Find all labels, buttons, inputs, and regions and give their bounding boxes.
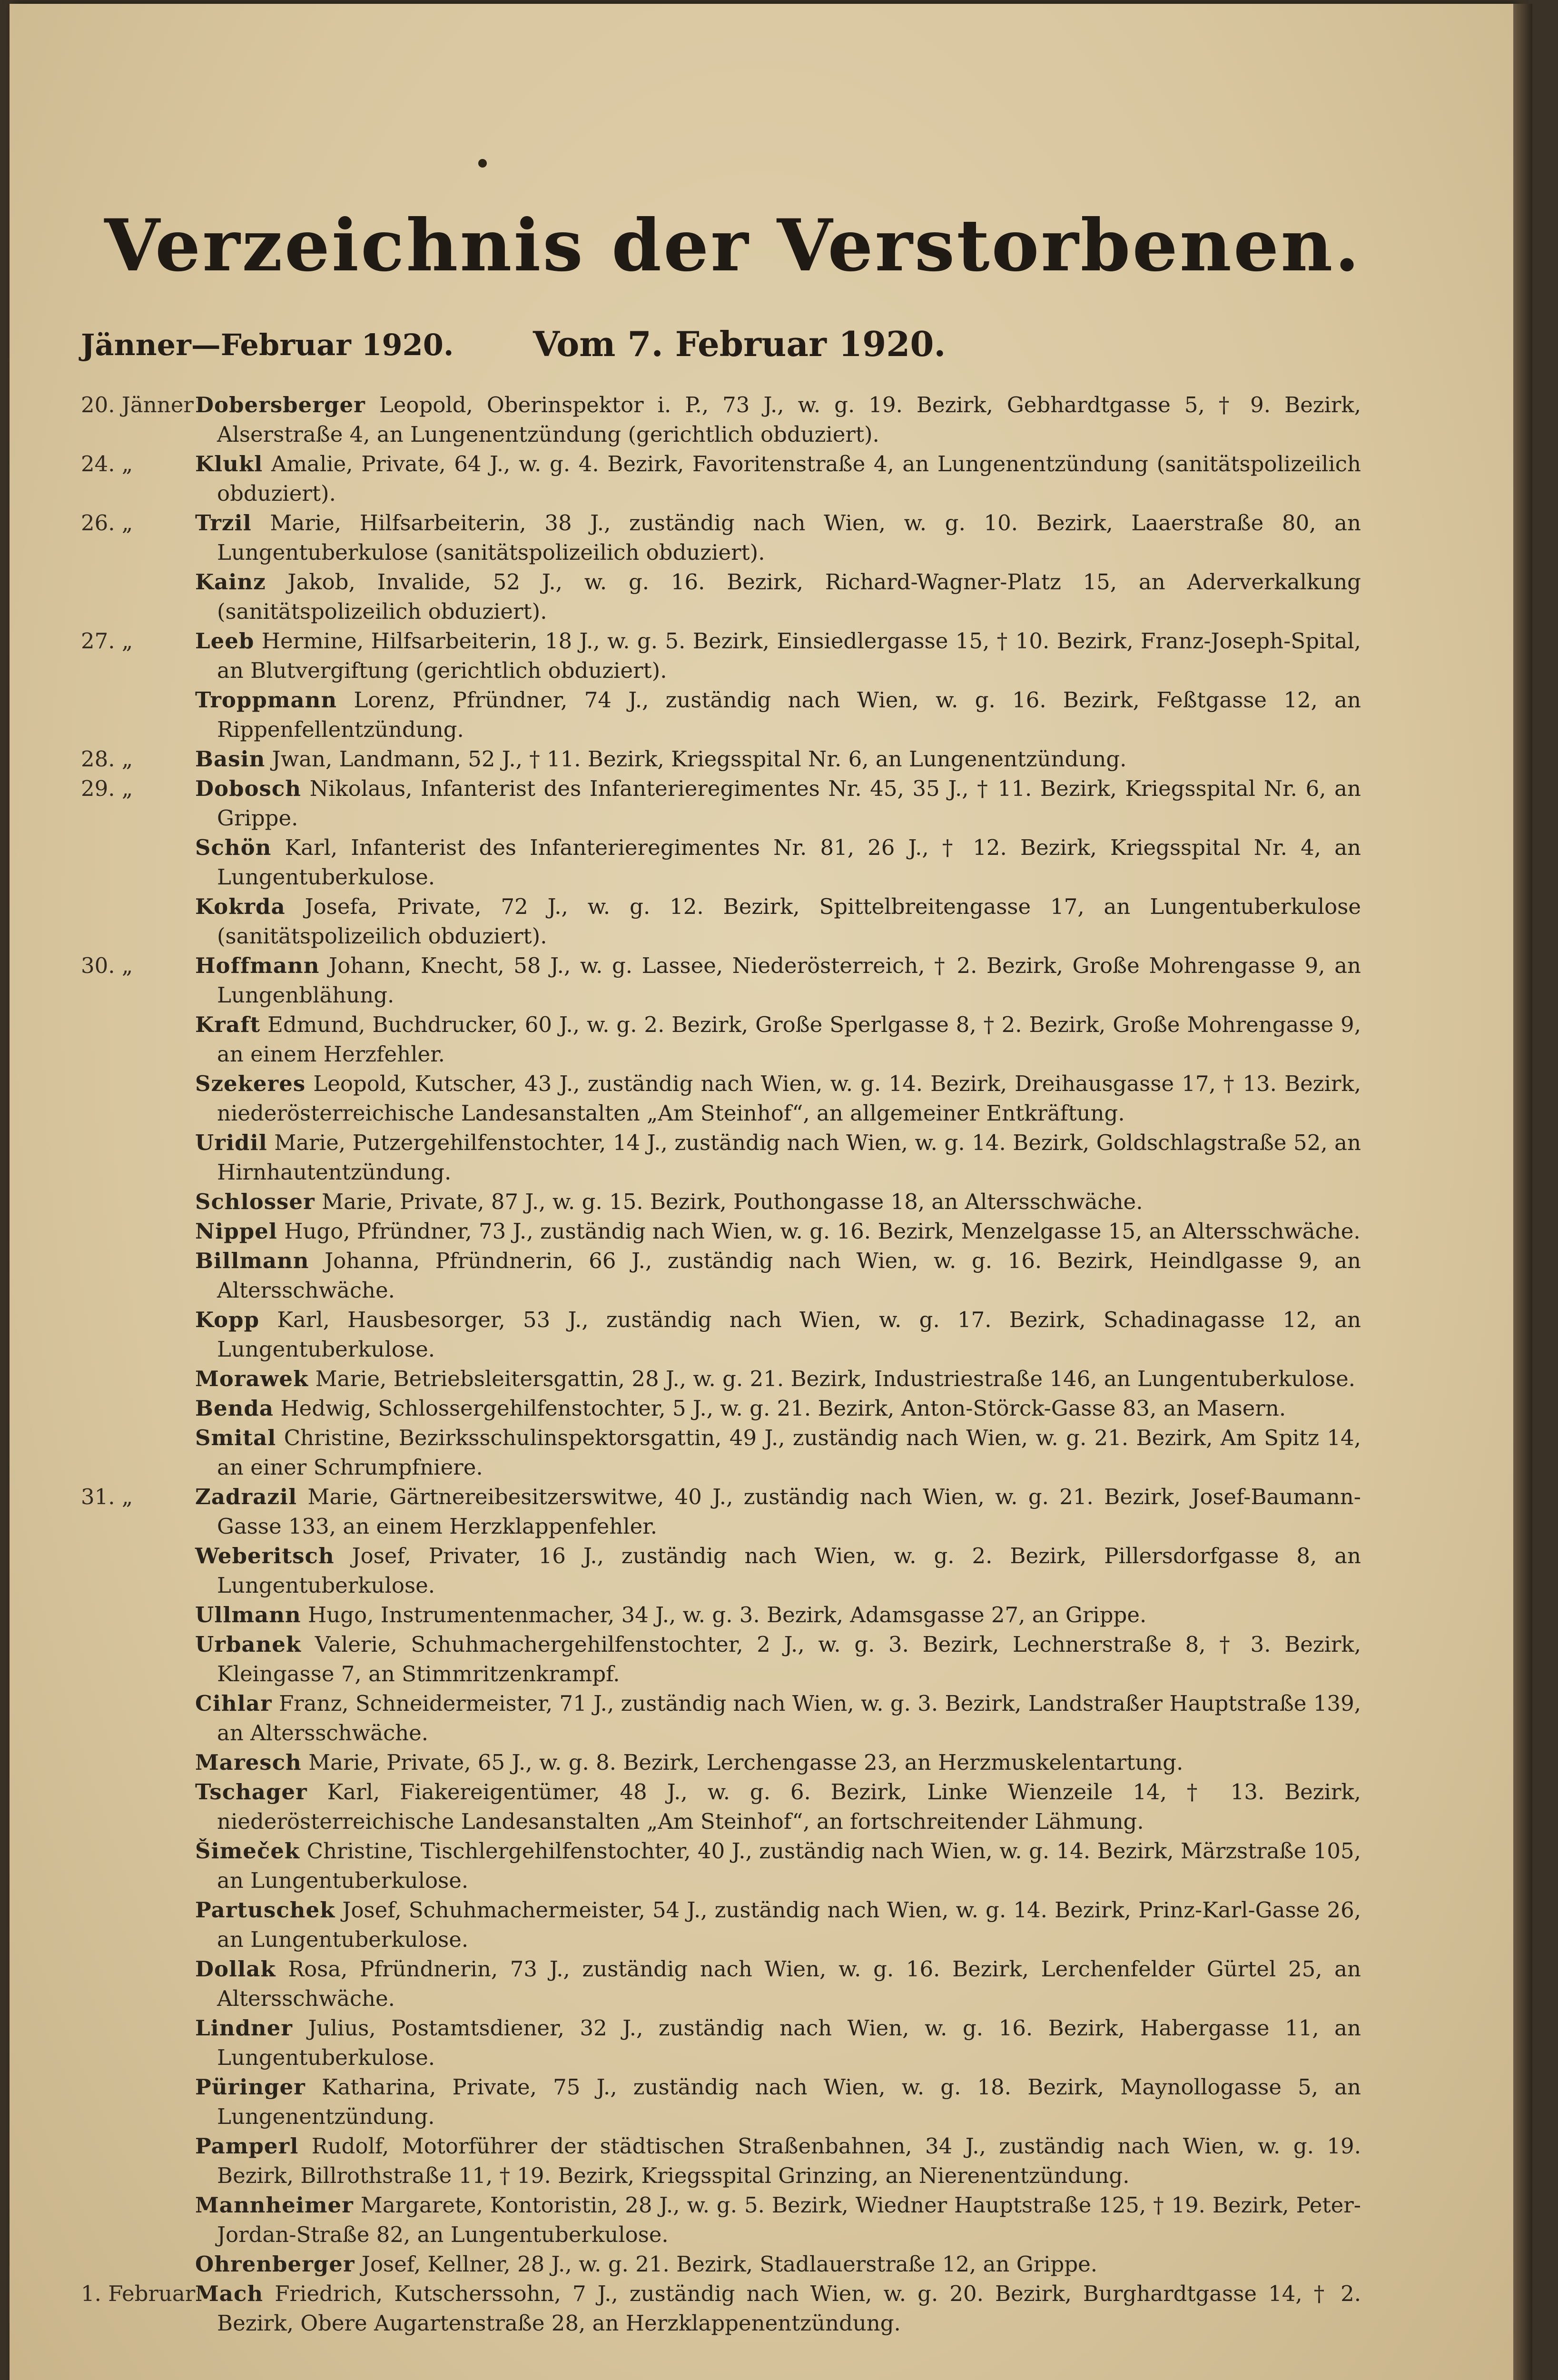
entry-text xyxy=(195,2250,1361,2279)
register-entry xyxy=(81,951,1361,1010)
entry-text xyxy=(195,1630,1361,1689)
register-entry xyxy=(81,1482,1361,1541)
entry-details: Rosa, Pfründnerin, 73 J., zuständig nach Wien, w. g. 16. Bezirk, Lerchenfelder Gürtel 25, an Altersschwäche. xyxy=(217,1956,1361,2011)
entry-details: Josefa, Private, 72 J., w. g. 12. Bezirk, Spittelbreitengasse 17, an Lungentuberkulose (sanitätspolizeilich obduziert). xyxy=(217,894,1361,949)
register-entry xyxy=(81,1423,1361,1482)
entry-text xyxy=(195,1394,1361,1423)
entry-text xyxy=(195,508,1361,567)
entry-text xyxy=(195,1541,1361,1600)
entry-date xyxy=(81,833,195,892)
entry-text xyxy=(195,626,1361,685)
register-entry xyxy=(81,685,1361,744)
ink-dot xyxy=(478,159,487,168)
entry-date: 29. „ xyxy=(81,776,133,801)
entry-surname: Zadrazil xyxy=(195,1484,297,1509)
issue-date-heading: Vom 7. Februar 1920. xyxy=(533,324,946,364)
entry-text xyxy=(195,2132,1361,2191)
register-entry xyxy=(81,1128,1361,1187)
entry-surname: Kainz xyxy=(195,569,266,595)
entry-text xyxy=(195,774,1361,833)
entry-surname: Cihlar xyxy=(195,1691,272,1716)
entry-date xyxy=(81,1689,195,1748)
register-entry xyxy=(81,1541,1361,1600)
entry-date: 24. „ xyxy=(81,451,133,476)
entry-text xyxy=(195,1187,1361,1217)
entry-surname: Troppmann xyxy=(195,687,337,713)
register-entry xyxy=(81,774,1361,833)
entry-text xyxy=(195,1246,1361,1305)
register-entry xyxy=(81,1069,1361,1128)
entry-surname: Šimeček xyxy=(195,1838,300,1864)
entry-surname: Pamperl xyxy=(195,2133,299,2159)
entry-surname: Weberitsch xyxy=(195,1543,335,1568)
entry-details: Margarete, Kontoristin, 28 J., w. g. 5. Bezirk, Wiedner Hauptstraße 125, † 19. Bezirk, Peter-Jordan-Straße 82, an Lungentuberkulose. xyxy=(217,2192,1361,2247)
document-page xyxy=(10,4,1513,2380)
entry-surname: Mach xyxy=(195,2281,264,2306)
entry-surname: Maresch xyxy=(195,1750,302,1775)
entry-details: Karl, Infanterist des Infanterieregimentes Nr. 81, 26 J., † 12. Bezirk, Kriegsspital Nr. 4, an Lungentuberkulose. xyxy=(217,835,1361,890)
entry-surname: Benda xyxy=(195,1396,274,1421)
register-entry xyxy=(81,1305,1361,1364)
entry-surname: Uridil xyxy=(195,1130,267,1155)
entry-text xyxy=(195,1689,1361,1748)
entry-date xyxy=(81,1364,195,1394)
entry-details: Josef, Schuhmachermeister, 54 J., zuständig nach Wien, w. g. 14. Bezirk, Prinz-Karl-Gasse 26, an Lungentuberkulose. xyxy=(217,1897,1361,1952)
entry-surname: Mannheimer xyxy=(195,2192,354,2218)
entry-date xyxy=(81,1895,195,1954)
entry-text xyxy=(195,1895,1361,1954)
entry-details: Hugo, Pfründner, 73 J., zuständig nach Wien, w. g. 16. Bezirk, Menzelgasse 15, an Altersschwäche. xyxy=(284,1219,1361,1244)
entry-details: Rudolf, Motorführer der städtischen Straßenbahnen, 34 J., zuständig nach Wien, w. g. 19. Bezirk, Billrothstraße 11, † 19. Bezirk, Kriegsspital Grinzing, an Nierenentzündung. xyxy=(217,2133,1361,2188)
entry-details: Marie, Gärtnereibesitzerswitwe, 40 J., zuständig nach Wien, w. g. 21. Bezirk, Josef-Baumann-Gasse 133, an einem Herzklappenfehler. xyxy=(217,1484,1361,1539)
register-entry xyxy=(81,626,1361,685)
entry-details: Johann, Knecht, 58 J., w. g. Lassee, Niederösterreich, † 2. Bezirk, Große Mohrengasse 9, an Lungenblähung. xyxy=(217,953,1361,1008)
entry-text xyxy=(195,1482,1361,1541)
entry-surname: Dobosch xyxy=(195,776,301,801)
entry-date xyxy=(81,2073,195,2132)
entry-surname: Kraft xyxy=(195,1012,261,1037)
entry-text xyxy=(195,685,1361,744)
entry-text xyxy=(195,744,1361,774)
entry-text xyxy=(195,833,1361,892)
entry-date xyxy=(81,1541,195,1600)
entry-details: Christine, Tischlergehilfenstochter, 40 J., zuständig nach Wien, w. g. 14. Bezirk, Märzstraße 105, an Lungentuberkulose. xyxy=(217,1838,1361,1893)
entry-details: Jwan, Landmann, 52 J., † 11. Bezirk, Kriegsspital Nr. 6, an Lungenentzündung. xyxy=(272,746,1127,772)
death-register-list xyxy=(81,390,1361,2338)
entry-details: Christine, Bezirksschulinspektorsgattin, 49 J., zuständig nach Wien, w. g. 21. Bezirk, Am Spitz 14, an einer Schrumpfniere. xyxy=(217,1425,1361,1480)
entry-date: 27. „ xyxy=(81,628,133,654)
entry-date xyxy=(81,1600,195,1630)
register-entry xyxy=(81,1630,1361,1689)
register-entry xyxy=(81,1187,1361,1217)
entry-date xyxy=(81,1217,195,1246)
entry-date xyxy=(81,1954,195,2013)
entry-surname: Morawek xyxy=(195,1366,309,1391)
register-entry xyxy=(81,390,1361,449)
register-entry xyxy=(81,744,1361,774)
register-entry xyxy=(81,1217,1361,1246)
entry-text xyxy=(195,892,1361,951)
entry-details: Friedrich, Kutscherssohn, 7 J., zuständig nach Wien, w. g. 20. Bezirk, Burghardtgasse 14, † 2. Bezirk, Obere Augartenstraße 28, an Herzklappenentzündung. xyxy=(217,2281,1361,2336)
entry-surname: Kopp xyxy=(195,1307,260,1332)
entry-surname: Ohrenberger xyxy=(195,2251,355,2277)
entry-text xyxy=(195,1777,1361,1836)
entry-text xyxy=(195,1128,1361,1187)
register-entry xyxy=(81,1010,1361,1069)
entry-surname: Ullmann xyxy=(195,1602,301,1627)
entry-surname: Kokrda xyxy=(195,894,286,919)
entry-details: Amalie, Private, 64 J., w. g. 4. Bezirk, Favoritenstraße 4, an Lungenentzündung (sanitätspolizeilich obduziert). xyxy=(217,451,1361,506)
entry-date xyxy=(81,1069,195,1128)
entry-details: Hugo, Instrumentenmacher, 34 J., w. g. 3. Bezirk, Adamsgasse 27, an Grippe. xyxy=(307,1602,1147,1627)
entry-surname: Dollak xyxy=(195,1956,276,1982)
entry-details: Marie, Private, 65 J., w. g. 8. Bezirk, Lerchengasse 23, an Herzmuskelentartung. xyxy=(308,1750,1183,1775)
entry-date xyxy=(81,1187,195,1217)
entry-details: Katharina, Private, 75 J., zuständig nach Wien, w. g. 18. Bezirk, Maynollogasse 5, an Lungenentzündung. xyxy=(217,2074,1361,2129)
entry-text xyxy=(195,567,1361,626)
entry-date xyxy=(81,1748,195,1777)
entry-details: Valerie, Schuhmachergehilfenstochter, 2 J., w. g. 3. Bezirk, Lechnerstraße 8, † 3. Bezirk, Kleingasse 7, an Stimmritzenkrampf. xyxy=(217,1632,1361,1686)
entry-surname: Tschager xyxy=(195,1779,307,1805)
register-entry xyxy=(81,2250,1361,2279)
entry-text xyxy=(195,1600,1361,1630)
entry-details: Edmund, Buchdrucker, 60 J., w. g. 2. Bezirk, Große Sperlgasse 8, † 2. Bezirk, Große Mohrengasse 9, an einem Herzfehler. xyxy=(217,1012,1361,1067)
entry-date xyxy=(81,892,195,951)
entry-date xyxy=(81,1423,195,1482)
entry-details: Jakob, Invalide, 52 J., w. g. 16. Bezirk, Richard-Wagner-Platz 15, an Aderverkalkung (sanitätspolizeilich obduziert). xyxy=(217,569,1361,624)
entry-date xyxy=(81,2132,195,2191)
entry-details: Leopold, Oberinspektor i. P., 73 J., w. g. 19. Bezirk, Gebhardtgasse 5, † 9. Bezirk, Alserstraße 4, an Lungenentzündung (gerichtlich obduziert). xyxy=(217,392,1361,447)
entry-date xyxy=(81,2191,195,2250)
entry-date xyxy=(81,1836,195,1895)
entry-surname: Leeb xyxy=(195,628,255,654)
entry-date xyxy=(81,1394,195,1423)
register-entry xyxy=(81,1748,1361,1777)
entry-details: Marie, Betriebsleitersgattin, 28 J., w. g. 21. Bezirk, Industriestraße 146, an Lungentuberkulose. xyxy=(315,1366,1356,1391)
register-entry xyxy=(81,1954,1361,2013)
entry-text xyxy=(195,1069,1361,1128)
entry-text xyxy=(195,1423,1361,1482)
entry-date: 20. Jänner xyxy=(81,392,194,417)
entry-date: 31. „ xyxy=(81,1484,133,1509)
entry-text xyxy=(195,1748,1361,1777)
register-entry xyxy=(81,1394,1361,1423)
register-entry xyxy=(81,2279,1361,2338)
register-entry xyxy=(81,833,1361,892)
entry-text xyxy=(195,1217,1361,1246)
entry-details: Johanna, Pfründnerin, 66 J., zuständig nach Wien, w. g. 16. Bezirk, Heindlgasse 9, an Altersschwäche. xyxy=(217,1248,1361,1303)
entry-details: Julius, Postamtsdiener, 32 J., zuständig nach Wien, w. g. 16. Bezirk, Habergasse 11, an Lungentuberkulose. xyxy=(217,2015,1361,2070)
page-title: Verzeichnis der Verstorbenen. xyxy=(104,204,1361,288)
entry-details: Marie, Hilfsarbeiterin, 38 J., zuständig nach Wien, w. g. 10. Bezirk, Laaerstraße 80, an Lungentuberkulose (sanitätspolizeilich obduziert). xyxy=(217,510,1361,565)
register-entry xyxy=(81,2132,1361,2191)
entry-details: Karl, Fiakereigentümer, 48 J., w. g. 6. Bezirk, Linke Wienzeile 14, † 13. Bezirk, niederösterreichische Landesanstalten „Am Steinhof“, an fortschreitender Lähmung. xyxy=(217,1779,1361,1834)
entry-surname: Trzil xyxy=(195,510,252,536)
entry-details: Josef, Privater, 16 J., zuständig nach Wien, w. g. 2. Bezirk, Pillersdorfgasse 8, an Lungentuberkulose. xyxy=(217,1543,1361,1598)
entry-date xyxy=(81,1777,195,1836)
entry-text xyxy=(195,1954,1361,2013)
register-entry xyxy=(81,1777,1361,1836)
entry-surname: Smital xyxy=(195,1425,276,1450)
entry-text xyxy=(195,2073,1361,2132)
register-entry xyxy=(81,1246,1361,1305)
entry-text xyxy=(195,449,1361,508)
entry-surname: Nippel xyxy=(195,1219,277,1244)
entry-text xyxy=(195,2191,1361,2250)
entry-date: 26. „ xyxy=(81,510,133,536)
register-entry xyxy=(81,1836,1361,1895)
entry-text xyxy=(195,1364,1361,1394)
entry-text xyxy=(195,2279,1361,2338)
entry-details: Nikolaus, Infanterist des Infanterieregimentes Nr. 45, 35 J., † 11. Bezirk, Kriegsspital Nr. 6, an Grippe. xyxy=(217,776,1361,831)
book-edge xyxy=(1513,4,1532,2380)
entry-text xyxy=(195,390,1361,449)
entry-details: Karl, Hausbesorger, 53 J., zuständig nach Wien, w. g. 17. Bezirk, Schadinagasse 12, an Lungentuberkulose. xyxy=(217,1307,1361,1362)
entry-surname: Schlosser xyxy=(195,1189,315,1214)
entry-text xyxy=(195,1836,1361,1895)
entry-text xyxy=(195,2013,1361,2073)
entry-details: Hermine, Hilfsarbeiterin, 18 J., w. g. 5. Bezirk, Einsiedlergasse 15, † 10. Bezirk, Franz-Joseph-Spital, an Blutvergiftung (gerichtlich obduziert). xyxy=(217,628,1361,683)
entry-surname: Urbanek xyxy=(195,1632,302,1657)
entry-date xyxy=(81,1128,195,1187)
entry-date xyxy=(81,567,195,626)
entry-surname: Billmann xyxy=(195,1248,309,1273)
entry-surname: Basin xyxy=(195,746,266,772)
register-entry xyxy=(81,1895,1361,1954)
entry-date: 28. „ xyxy=(81,746,133,772)
entry-details: Leopold, Kutscher, 43 J., zuständig nach Wien, w. g. 14. Bezirk, Dreihausgasse 17, † 13. Bezirk, niederösterreichische Landesanstalten „Am Steinhof“, an allgemeiner Entkräftung. xyxy=(217,1071,1361,1126)
entry-details: Lorenz, Pfründner, 74 J., zuständig nach Wien, w. g. 16. Bezirk, Feßtgasse 12, an Rippenfellentzündung. xyxy=(217,687,1361,742)
register-entry xyxy=(81,2013,1361,2073)
entry-details: Franz, Schneidermeister, 71 J., zuständig nach Wien, w. g. 3. Bezirk, Landstraßer Hauptstraße 139, an Altersschwäche. xyxy=(217,1691,1361,1745)
entry-surname: Klukl xyxy=(195,451,263,476)
entry-date xyxy=(81,1246,195,1305)
entry-date xyxy=(81,1010,195,1069)
entry-date xyxy=(81,2013,195,2073)
register-entry xyxy=(81,1600,1361,1630)
register-entry xyxy=(81,1364,1361,1394)
date-range-heading: Jänner—Februar 1920. xyxy=(81,327,454,362)
entry-date xyxy=(81,685,195,744)
entry-surname: Lindner xyxy=(195,2015,293,2041)
entry-text xyxy=(195,1305,1361,1364)
entry-text xyxy=(195,1010,1361,1069)
entry-details: Josef, Kellner, 28 J., w. g. 21. Bezirk, Stadlauerstraße 12, an Grippe. xyxy=(361,2251,1098,2277)
entry-date xyxy=(81,2250,195,2279)
register-entry xyxy=(81,1689,1361,1748)
entry-surname: Szekeres xyxy=(195,1071,306,1096)
entry-date xyxy=(81,1630,195,1689)
entry-surname: Schön xyxy=(195,835,272,860)
entry-surname: Partuschek xyxy=(195,1897,335,1923)
entry-details: Marie, Putzergehilfenstochter, 14 J., zuständig nach Wien, w. g. 14. Bezirk, Goldschlagstraße 52, an Hirnhautentzündung. xyxy=(217,1130,1361,1185)
entry-date: 30. „ xyxy=(81,953,133,978)
register-entry xyxy=(81,2073,1361,2132)
entry-details: Hedwig, Schlossergehilfenstochter, 5 J., w. g. 21. Bezirk, Anton-Störck-Gasse 83, an Masern. xyxy=(280,1396,1286,1421)
register-entry xyxy=(81,2191,1361,2250)
register-entry xyxy=(81,449,1361,508)
register-entry xyxy=(81,508,1361,567)
entry-date: 1. Februar xyxy=(81,2281,196,2306)
entry-surname: Hoffmann xyxy=(195,953,320,978)
entry-surname: Püringer xyxy=(195,2074,306,2100)
register-entry xyxy=(81,892,1361,951)
entry-details: Marie, Private, 87 J., w. g. 15. Bezirk, Pouthongasse 18, an Altersschwäche. xyxy=(322,1189,1143,1214)
entry-surname: Dobersberger xyxy=(195,392,365,417)
register-entry xyxy=(81,567,1361,626)
entry-date xyxy=(81,1305,195,1364)
entry-text xyxy=(195,951,1361,1010)
